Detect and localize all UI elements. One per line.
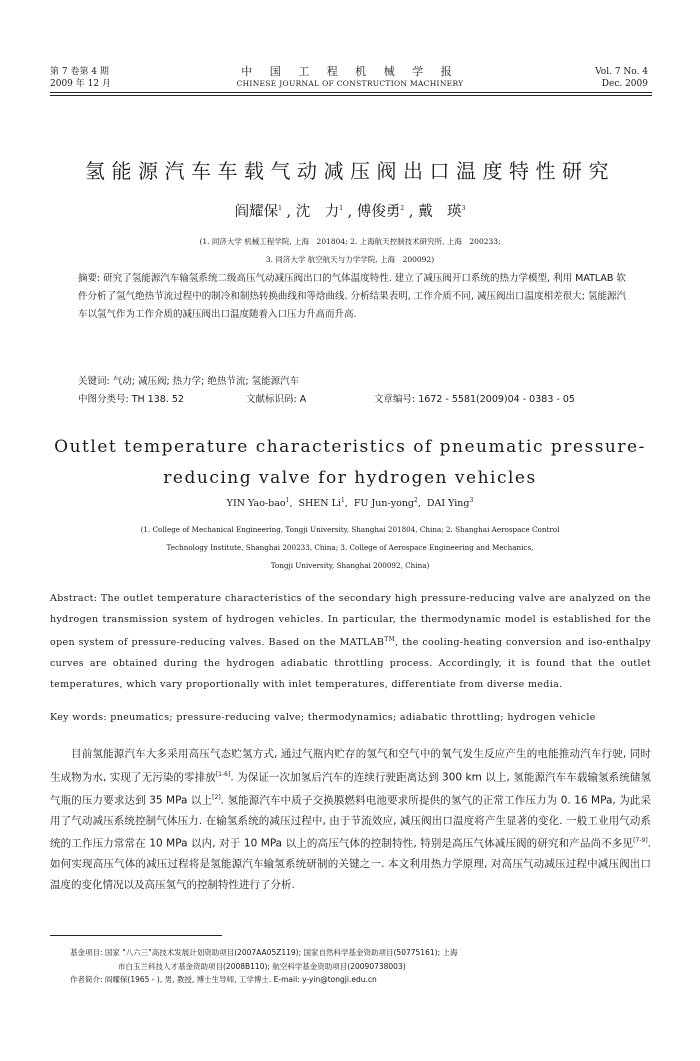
affiliation-line: (1. 同济大学 机械工程学院, 上海 201804; 2. 上海航天控制技术研究所, 上海 200233; — [199, 237, 501, 246]
article-number: 文章编号: 1672 - 5581(2009)04 - 0383 - 05 — [374, 394, 575, 405]
intro-paragraph: 目前氢能源汽车大多采用高压气态贮氢方式, 通过气瓶内贮存的氢气和空气中的氧气发生反应产生的电能推动汽车行驶, 同时生成物为水, 实现了无污染的零排放[1-6]. 为保证一次加氢后汽车的连续行驶距离达到 300 km 以上, 氢能源汽车车载输氢系统储氢气瓶的压力要求达到 35 MPa 以上[2]. 氢能源汽车中质子交换膜燃料电池要求所提供的氢气的正常工作压力为 0. 16 MPa, 为此采用了气动减压系统控制气体压力. 在输氢系统的减压过程中, 由于节流效应, 减压阀出口温度将产生显著的变化. 一般工业用气动系统的工作压力常常在 10 MPa 以内, 对于 10 MPa 以上的高压气体的控制特性, 特别是高压气体减压阀的研究和产品尚不多见[7-9]. 如何实现高压气体的减压过程将是氢能源汽车输氢系统研制的关键之一. 本文利用热力学原理, 对高压气动减压过程中减压阀出口温度的变化情况以及高压氢气的控制特性进行了分析. — [50, 748, 651, 891]
fund-line: 基金项目: 国家 "八六三"高技术发展计划资助项目(2007AA05Z119); 国家自然科学基金资助项目(50775161); 上海 — [70, 948, 458, 957]
date-zh: 2009 年 12 月 — [50, 79, 111, 89]
title-zh: 氢能源汽车车载气动减压阀出口温度特性研究 — [85, 159, 615, 183]
affiliation-line: Technology Institute, Shanghai 200233, China; 3. College of Aerospace Engineering and Mechanics, — [166, 543, 534, 552]
citation[interactable]: [7-9] — [633, 837, 648, 844]
keywords-zh: 关键词: 气动; 减压阀; 热力学; 绝热节流; 氢能源汽车 — [78, 376, 300, 387]
citation[interactable]: [2] — [212, 793, 221, 801]
footnote — [70, 946, 660, 987]
clc-number: 中图分类号: TH 138. 52 — [78, 394, 184, 405]
author-bio: 作者简介: 阎耀保(1965 - ), 男, 教授, 博士生导师, 工学博士. E-mail: y-yin@tongji.edu.cn — [70, 975, 377, 984]
fund-line: 市白玉兰科技人才基金资助项目(2008B110); 航空科学基金资助项目(20090738003) — [118, 961, 406, 971]
document-code: 文献标识码: A — [246, 394, 307, 405]
abstract-en: Abstract: The outlet temperature characteristics of the secondary high pressure-reducing valve are analyzed on the hydrogen transmission system of hydrogen vehicles. In particular, the thermodynamic model is established for the open system of pressure-reducing valves. Based on the MATLAB™, the cooling-heating conversion and iso-enthalpy curves are obtained during the hydrogen adiabatic throttling process. Accordingly, it is found that the outlet temperatures, which vary proportionally with inlet temperatures, differentiate from diverse media. — [50, 593, 651, 690]
title-en-line: reducing valve for hydrogen vehicles — [163, 468, 537, 488]
author-zh: 沈 力 — [295, 204, 340, 220]
title-en — [0, 432, 700, 494]
author-en: SHEN Li — [298, 498, 341, 510]
authors-zh: 阎耀保$^1$ , 沈 力$^1$ , 傅俊勇$^2$ , 戴 瑛$^3$ — [234, 204, 466, 220]
trademark-mark: TM — [384, 636, 396, 644]
affiliation-line: (1. College of Mechanical Engineering, Tongji University, Shanghai 201804, China; 2. Shanghai Aerospace Control — [140, 525, 560, 534]
abstract-zh: 摘要: 研究了氢能源汽车输氢系统二级高压气动减压阀出口的气体温度特性. 建立了减压阀开口系统的热力学模型, 利用 MATLAB 软件分析了氢气绝热节流过程中的制冷和制热转换曲线和等焓曲线. 分析结果表明, 工作介质不同, 减压阀出口温度相差很大; 氢能源汽车以氢气作为工作介质的减压阀出口温度随着入口压力升高而升高. — [78, 273, 626, 320]
affiliations-zh — [0, 233, 700, 269]
author-en: YIN Yao-bao — [226, 498, 286, 510]
affiliations-en — [0, 521, 700, 575]
header-right — [595, 66, 648, 90]
header-rule-thin — [50, 95, 652, 96]
author-en: FU Jun-yong — [353, 498, 414, 510]
volume-issue-en: Vol. 7 No. 4 — [595, 67, 648, 77]
title-en-line: Outlet temperature characteristics of pneumatic pressure- — [54, 437, 646, 457]
affiliation-line: Tongji University, Shanghai 200092, China) — [270, 561, 430, 570]
citation[interactable]: [1-6] — [215, 770, 231, 778]
author-zh: 阎耀保 — [234, 204, 279, 220]
journal-name-zh: 中 国 工 程 机 械 学 报 — [241, 65, 459, 78]
classification-row — [78, 391, 638, 409]
author-zh: 戴 瑛 — [418, 204, 462, 220]
date-en: Dec. 2009 — [601, 79, 648, 89]
keywords-en: Key words: pneumatics; pressure-reducing valve; thermodynamics; adiabatic throttling; hydrogen vehicle — [50, 712, 596, 723]
volume-issue-zh: 第 7 卷第 4 期 — [50, 67, 109, 77]
author-zh: 傅俊勇 — [356, 204, 401, 220]
affiliation-line: 3. 同济大学 航空航天与力学学院, 上海 200092) — [265, 255, 435, 264]
journal-name-en: CHINESE JOURNAL OF CONSTRUCTION MACHINERY — [236, 79, 464, 88]
author-en: DAI Ying — [426, 498, 470, 510]
authors-en: YIN Yao-bao$^1$, SHEN Li$^1$, FU Jun-yong$^2$, DAI Ying$^3$ — [226, 497, 474, 510]
header-rule — [50, 92, 652, 93]
footnote-rule — [50, 935, 222, 936]
